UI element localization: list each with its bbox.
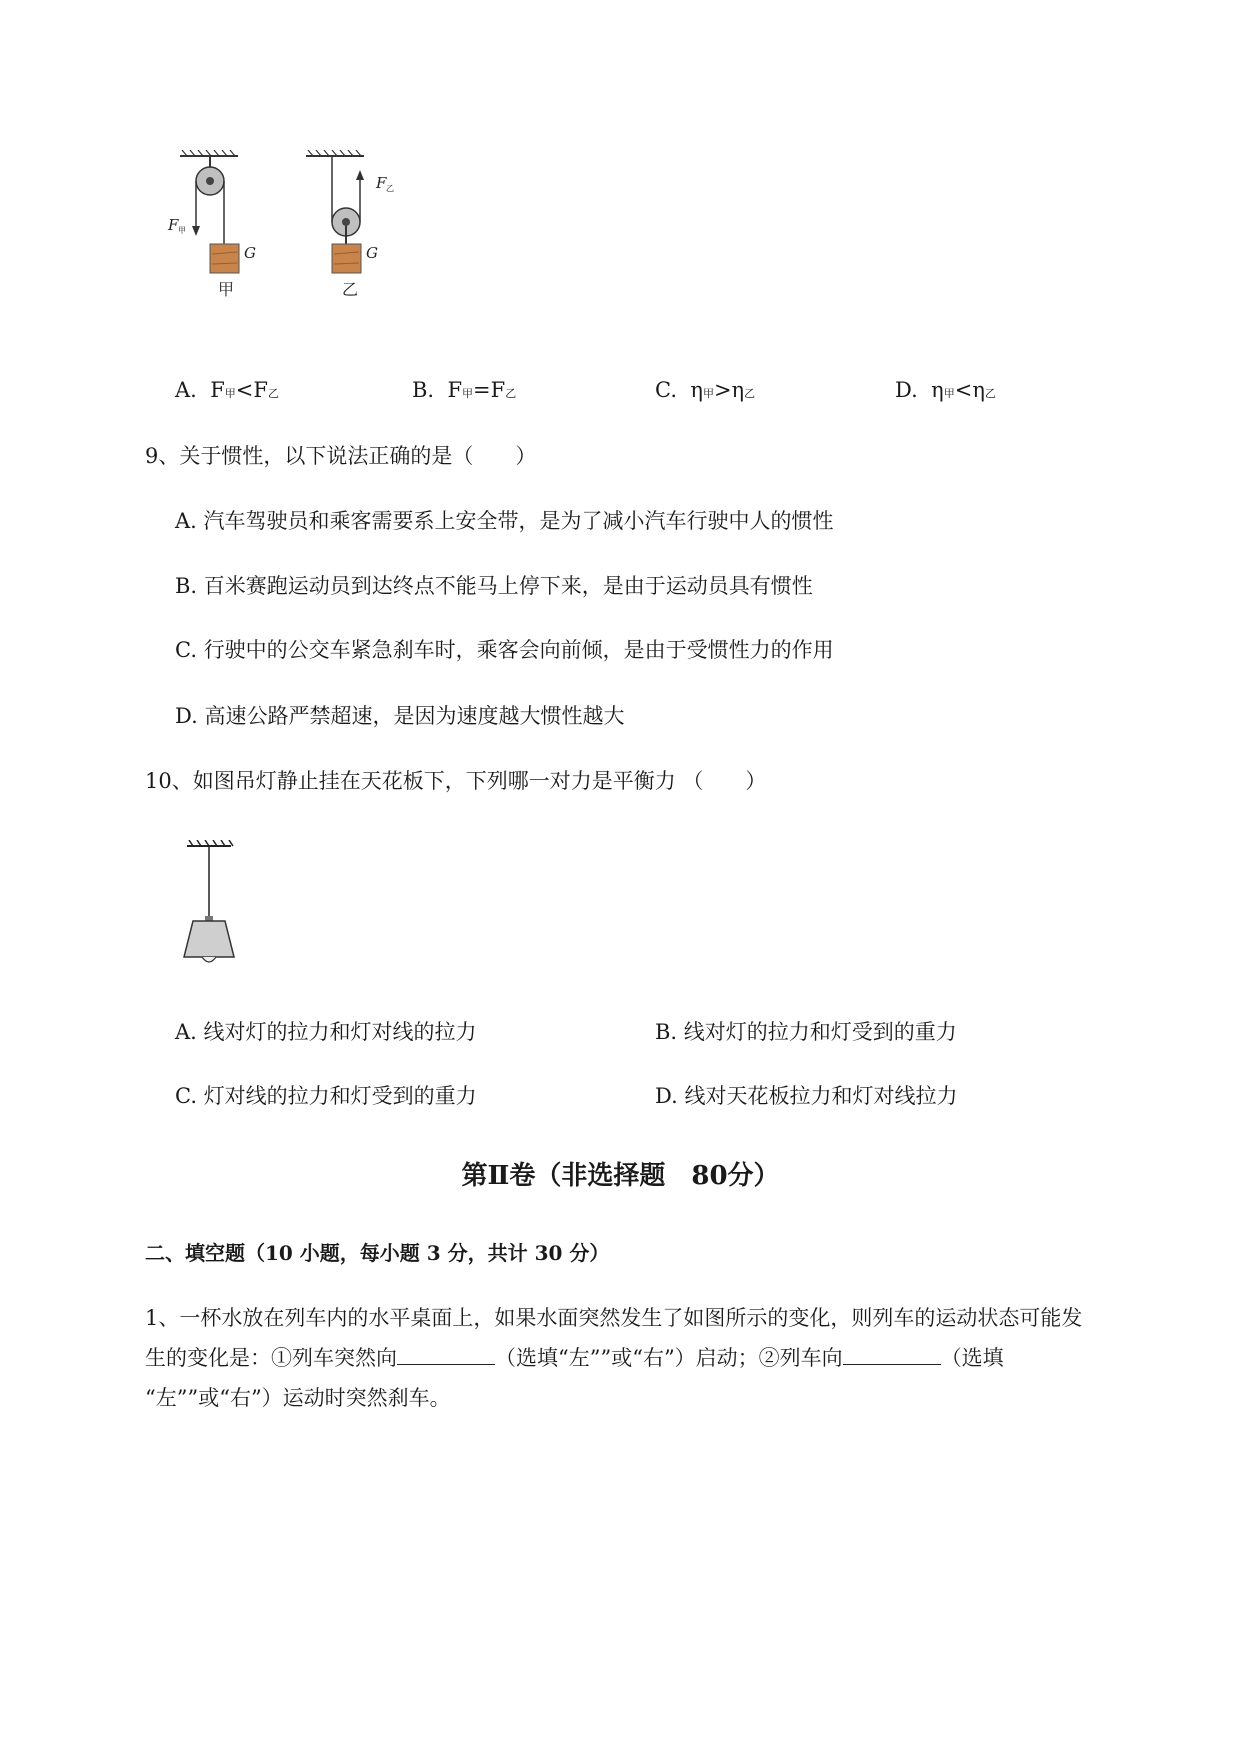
option-text: 线对灯的拉力和灯对线的拉力 [203,1020,477,1044]
option-subscript: 甲 [702,387,714,400]
option-letter: B. [412,378,435,402]
option-letter: D. [895,378,918,402]
right-force-label: F [376,174,387,192]
option-symbol: η [931,378,944,402]
option-subscript: 甲 [224,387,236,400]
q9-option-d[interactable] [175,700,624,730]
q8-option-d[interactable] [895,378,996,402]
pulley-figure [160,150,460,310]
q10-option-a[interactable] [175,1016,477,1046]
option-symbol: η [690,378,703,402]
option-letter: C. [655,378,677,402]
q8-option-b[interactable] [412,378,516,402]
right-weight-label: G [366,244,378,262]
option-subscript: 乙 [984,387,996,400]
left-weight-label: G [244,244,256,262]
pendant-lamp-figure [175,840,245,970]
q9-option-b[interactable] [175,570,813,600]
option-letter: A. [175,378,197,402]
q10-option-b[interactable] [655,1016,957,1046]
right-force-subscript: 乙 [386,184,394,193]
q8-option-a[interactable] [175,378,279,402]
option-letter: C. [175,1084,197,1108]
q1-text-part: （选填 [940,1346,1004,1370]
q9-stem: 9、关于惯性，以下说法正确的是（ ） [145,444,537,468]
option-letter: B. [655,1020,678,1044]
option-symbol: F [447,378,463,402]
option-subscript: 甲 [943,387,955,400]
option-letter: B. [175,574,198,598]
fill-q1-line3: “左””或“右”）运动时突然刹车。 [145,1386,451,1410]
option-relation: =F [473,378,506,402]
option-subscript: 乙 [505,387,517,400]
option-subscript: 乙 [267,387,279,400]
q8-option-c[interactable] [655,378,755,402]
q1-text-part: 生的变化是：①列车突然向 [145,1346,397,1370]
q9-option-a[interactable] [175,505,834,535]
option-subscript: 甲 [462,387,474,400]
option-text: 汽车驾驶员和乘客需要系上安全带，是为了减小汽车行驶中人的惯性 [203,509,834,533]
option-text: 线对灯的拉力和灯受到的重力 [683,1020,957,1044]
answer-blank-1[interactable] [397,1346,495,1365]
option-relation: >η [713,378,745,402]
option-letter: C. [175,638,197,662]
answer-blank-2[interactable] [843,1346,941,1365]
option-text: 百米赛跑运动员到达终点不能马上停下来，是由于运动员具有惯性 [203,574,813,598]
option-letter: A. [175,509,197,533]
right-caption: 乙 [342,280,359,299]
option-relation: <F [235,378,268,402]
q10-stem: 10、如图吊灯静止挂在天花板下，下列哪一对力是平衡力 （ ） [145,769,767,793]
left-caption: 甲 [218,280,235,299]
left-force-label: F [168,216,179,234]
section-heading: 二、填空题（10 小题，每小题 3 分，共计 30 分） [145,1241,610,1265]
option-text: 线对天花板拉力和灯对线拉力 [684,1084,958,1108]
q9-option-c[interactable] [175,634,834,664]
option-letter: D. [175,704,198,728]
q10-option-c[interactable] [175,1080,477,1110]
left-force-subscript: 甲 [178,226,186,235]
option-text: 高速公路严禁超速，是因为速度越大惯性越大 [204,704,625,728]
option-text: 行驶中的公交车紧急刹车时，乘客会向前倾，是由于受惯性力的作用 [203,638,834,662]
option-symbol: F [210,378,225,402]
fill-q1-line2 [145,1342,1004,1372]
option-letter: A. [175,1020,197,1044]
option-letter: D. [655,1084,678,1108]
part2-title: 第Ⅱ卷（非选择题 80分） [461,1161,780,1191]
option-text: 灯对线的拉力和灯受到的重力 [203,1084,477,1108]
option-subscript: 乙 [744,387,756,400]
q1-text-part: （选填“左””或“右”）启动；②列车向 [495,1346,843,1370]
q10-option-d[interactable] [655,1080,957,1110]
fill-q1-line1: 1、一杯水放在列车内的水平桌面上，如果水面突然发生了如图所示的变化，则列车的运动状态可能发 [145,1306,1083,1330]
option-relation: <η [954,378,985,402]
